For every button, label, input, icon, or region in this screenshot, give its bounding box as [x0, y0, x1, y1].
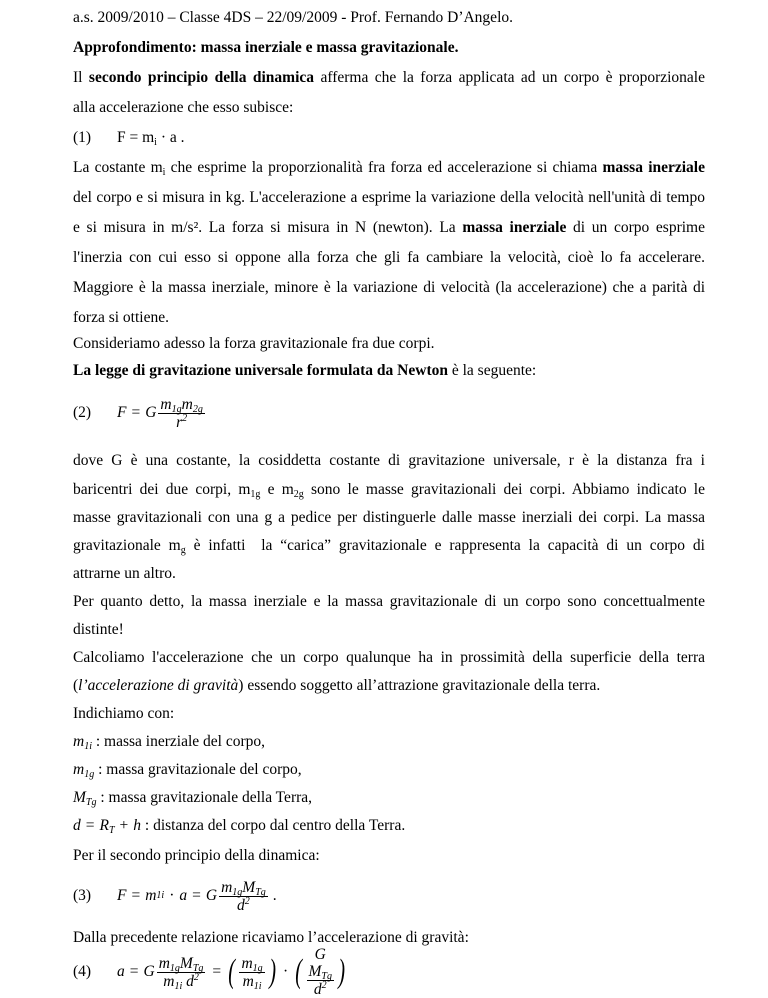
paragraph-4: La legge di gravitazione universale formulata da Newton è la seguente:: [73, 362, 537, 379]
paragraph-2-line-4: l'inerzia con cui esso si oppone alla forza che gli fa cambiare la velocità, cioè lo fa accelerare.: [73, 249, 705, 266]
paragraph-2-line-1: La costante $m_i$ che esprime la proporzionalità fra forza ed accelerazione si chiama massa inerziale: [73, 159, 705, 178]
equation-1: (1) $F = m_i \cdot a$ .: [73, 129, 185, 148]
paragraph-8: Indichiamo con:: [73, 705, 175, 722]
paragraph-1-line-1: Il secondo principio della dinamica afferma che la forza applicata ad un corpo è proporzionale: [73, 69, 705, 86]
header-line: a.s. 2009/2010 – Classe 4DS – 22/09/2009 - Prof. Fernando D’Angelo.: [73, 9, 513, 26]
definition-d: $d = R_T + h$ : distanza del corpo dal centro della Terra.: [73, 817, 406, 836]
paragraph-5-line-3: masse gravitazionali con una g a pedice per distinguerle dalle masse inerziali dei corpi. La massa: [73, 509, 705, 526]
definition-MTg: $M_{Tg}$ : massa gravitazionale della Terra,: [73, 789, 313, 808]
paragraph-10: Dalla precedente relazione ricaviamo l’accelerazione di gravità:: [73, 929, 469, 946]
paragraph-5-line-2: baricentri dei due corpi, $m_{1g}$ e $m_{2g}$ sono le masse gravitazionali dei corpi. Abbiamo indicato le: [73, 481, 705, 500]
definition-m1i: $m_{1i}$ : massa inerziale del corpo,: [73, 733, 265, 752]
paragraph-5-line-5: attrarne un altro.: [73, 565, 176, 582]
paragraph-2-line-2: del corpo e si misura in kg. L'accelerazione a esprime la variazione della velocità nell'unità di tempo: [73, 189, 705, 206]
paragraph-7-line-2: (l’accelerazione di gravità) essendo soggetto all’attrazione gravitazionale della terra.: [73, 677, 601, 694]
paragraph-6-line-2: distinte!: [73, 621, 124, 638]
paragraph-6-line-1: Per quanto detto, la massa inerziale e la massa gravitazionale di un corpo sono concettualmente: [73, 593, 705, 610]
paragraph-2-line-3: e si misura in m/s². La forza si misura in N (newton). La massa inerziale di un corpo esprime: [73, 219, 705, 236]
section-title: Approfondimento: massa inerziale e massa gravitazionale.: [73, 39, 459, 56]
paragraph-3: Consideriamo adesso la forza gravitazionale fra due corpi.: [73, 335, 435, 352]
paragraph-5-line-4: gravitazionale $m_g$ è infatti la “carica” gravitazionale e rappresenta la capacità di un corpo di: [73, 537, 705, 556]
paragraph-9: Per il secondo principio della dinamica:: [73, 847, 320, 864]
paragraph-2-line-5: Maggiore è la massa inerziale, minore è la variazione di velocità (la accelerazione) che a parità di: [73, 279, 705, 296]
paragraph-1-line-2: alla accelerazione che esso subisce:: [73, 99, 294, 116]
paragraph-5-line-1: dove G è una costante, la cosiddetta costante di gravitazione universale, r è la distanza fra i: [73, 452, 705, 469]
paragraph-7-line-1: Calcoliamo l'accelerazione che un corpo qualunque ha in prossimità della superficie della terra: [73, 649, 705, 666]
paragraph-2-line-6: forza si ottiene.: [73, 309, 169, 326]
definition-m1g: $m_{1g}$ : massa gravitazionale del corpo,: [73, 761, 302, 780]
